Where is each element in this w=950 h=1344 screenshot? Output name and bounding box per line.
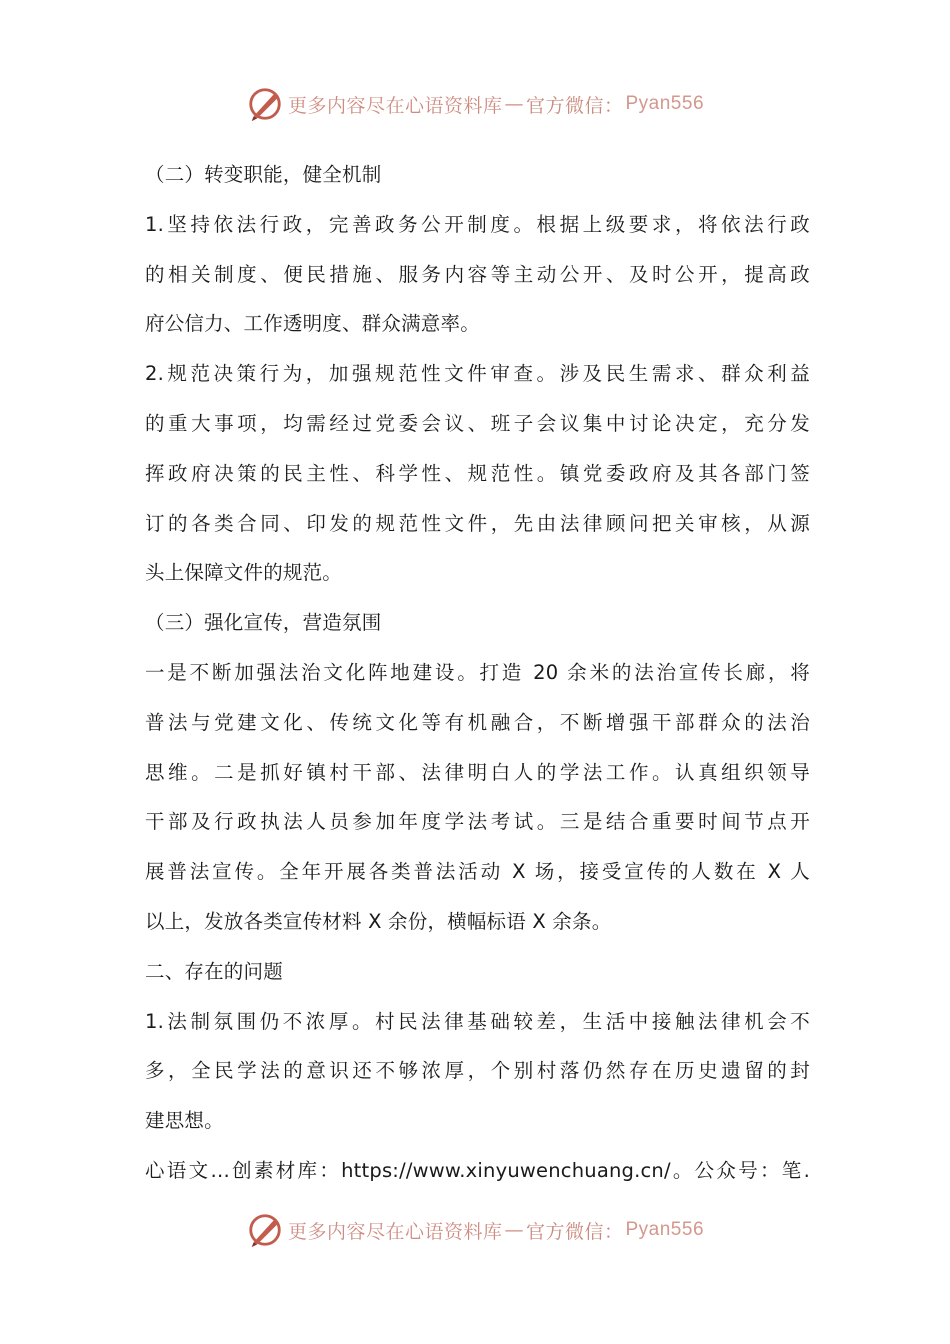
text-line: 的相关制度、便民措施、服务内容等主动公开、及时公开，提高政 [145, 262, 810, 286]
text-line: 一是不断加强法治文化阵地建设。打造 20 余米的法治宣传长廊，将 [145, 660, 810, 684]
footer-banner [0, 1210, 950, 1250]
banner-wechat-id: Pyan556 [625, 93, 705, 114]
text-line: 心语文…创素材库：https://www.xinyuwenchuang.cn/。公众号：笔. [145, 1158, 810, 1182]
banner-wechat-id: Pyan556 [625, 1219, 705, 1240]
banner-label: 更多内容尽在心语资料库 [287, 1220, 503, 1243]
text-line: 以上，发放各类宣传材料 X 余份，横幅标语 X 余条。 [145, 909, 612, 933]
text-line: 头上保障文件的规范。 [145, 561, 343, 585]
text-line: 思维。二是抓好镇村干部、法律明白人的学法工作。认真组织领导 [145, 760, 810, 784]
banner-wechat-label: 官方微信： [525, 94, 624, 117]
text-line: 的重大事项，均需经过党委会议、班子会议集中讨论决定，充分发 [145, 411, 810, 435]
text-line: （二）转变职能，健全机制 [145, 163, 382, 186]
text-line: 干部及行政执法人员参加年度学法考试。三是结合重要时间节点开 [145, 810, 810, 834]
header-banner [0, 84, 950, 124]
document-body [145, 150, 810, 1196]
text-line: 挥政府决策的民主性、科学性、规范性。镇党委政府及其各部门签 [145, 461, 810, 485]
banner-dash: — [504, 93, 524, 115]
banner-wechat-label: 官方微信： [525, 1220, 624, 1243]
text-line: 多，全民学法的意识还不够浓厚，个别村落仍然存在历史遗留的封 [145, 1059, 810, 1083]
text-line: 2.规范决策行为，加强规范性文件审查。涉及民生需求、群众利益 [145, 362, 810, 386]
text-line: 府公信力、工作透明度、群众满意率。 [145, 312, 480, 336]
text-line: 建思想。 [145, 1109, 224, 1133]
pen-logo-icon [246, 85, 284, 123]
text-line: 普法与党建文化、传统文化等有机融合，不断增强干部群众的法治 [145, 710, 810, 734]
banner-dash: — [504, 1219, 524, 1241]
pen-logo-icon [246, 1211, 284, 1249]
text-line: 1.坚持依法行政，完善政务公开制度。根据上级要求，将依法行政 [145, 212, 810, 236]
text-line: 展普法宣传。全年开展各类普法活动 X 场，接受宣传的人数在 X 人 [145, 860, 810, 884]
text-line: 二、存在的问题 [145, 959, 283, 983]
banner-label: 更多内容尽在心语资料库 [287, 94, 503, 117]
text-line: （三）强化宣传，营造氛围 [145, 611, 382, 635]
text-line: 订的各类合同、印发的规范性文件，先由法律顾问把关审核，从源 [145, 511, 810, 535]
text-line: 1.法制氛围仍不浓厚。村民法律基础较差，生活中接触法律机会不 [145, 1009, 810, 1033]
